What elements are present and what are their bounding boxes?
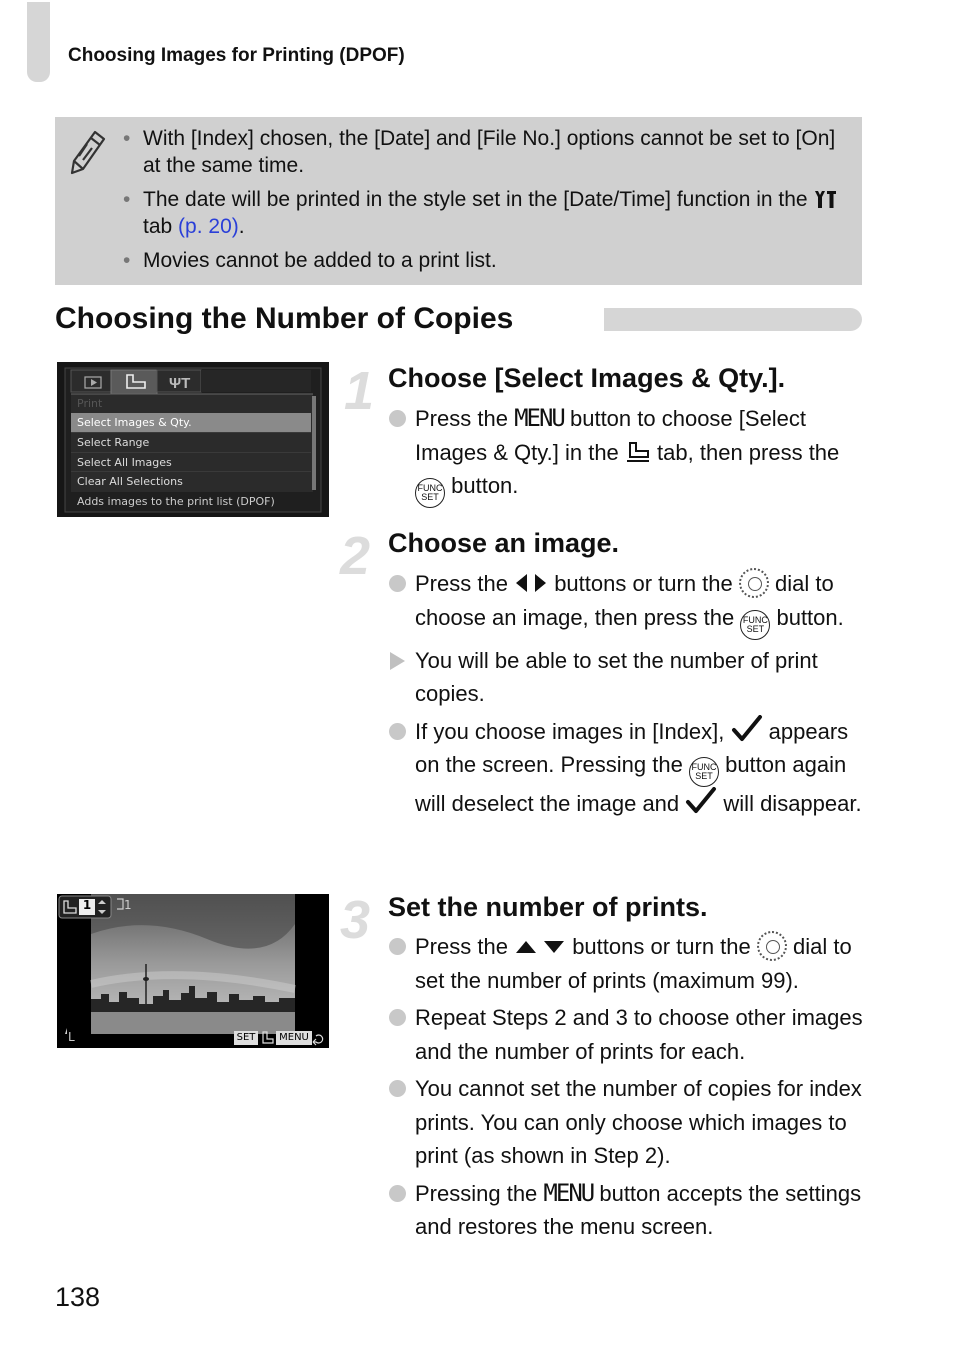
menu-items <box>71 394 311 491</box>
step-title: Choose [Select Images & Qty.]. <box>388 363 786 393</box>
pencil-icon <box>69 129 107 175</box>
note-item: • The date will be printed in the style set in the [Date/Time] function in the tab (p. 20). <box>123 186 853 240</box>
menu-button-icon: MENU <box>543 1178 594 1207</box>
step-title: Choose an image. <box>388 528 620 558</box>
step-bullet: Repeat Steps 2 and 3 to choose other images and the number of prints for each. <box>388 1001 868 1068</box>
checkmark-icon <box>731 715 763 743</box>
menu-item-print[interactable]: Print <box>77 397 103 410</box>
tools-tab-icon <box>813 189 837 209</box>
step-bullet: If you choose images in [Index], appears on the screen. Pressing the FUNC SET button again will deselect the image and will disappear. <box>388 715 868 821</box>
checkmark-icon <box>685 787 717 815</box>
photo-preview <box>57 894 329 1048</box>
step-body <box>388 567 868 825</box>
menu-item-clear-all-selections[interactable]: Clear All Selections <box>71 471 311 491</box>
step-body <box>388 930 868 1248</box>
up-down-arrows-icon <box>514 938 566 956</box>
step-number: 1 <box>344 361 375 421</box>
step-number: 2 <box>340 526 371 586</box>
set-label: SET <box>236 1032 256 1043</box>
bullet-dot-icon <box>389 723 406 740</box>
qty-value: 1 <box>82 898 92 912</box>
func-set-icon: FUNC SET <box>689 757 719 787</box>
image-count: 1 <box>124 898 132 912</box>
control-dial-icon <box>757 931 787 961</box>
bullet-dot-icon <box>389 1009 406 1026</box>
step-bullet: Press the buttons or turn the dial to choose an image, then press the FUNC SET button. <box>388 567 868 640</box>
running-header: Choosing Images for Printing (DPOF) <box>68 45 405 66</box>
step-body <box>388 402 868 512</box>
note-item: • With [Index] chosen, the [Date] and [File No.] options cannot be set to [On] at the same time. <box>123 125 853 179</box>
step-result: You will be able to set the number of print copies. <box>388 644 868 711</box>
note-item: • Movies cannot be added to a print list. <box>123 247 853 274</box>
menu-item-select-range[interactable]: Select Range <box>71 432 311 452</box>
step-bullet: Press the MENU button to choose [Select Images & Qty.] in the tab, then press the FUNC SET button. <box>388 402 868 508</box>
func-set-icon: FUNC SET <box>740 610 770 640</box>
page-link[interactable]: (p. 20) <box>178 215 239 238</box>
bullet-dot-icon <box>389 1080 406 1097</box>
control-dial-icon <box>739 568 769 598</box>
section-bar <box>604 308 862 331</box>
left-right-arrows-icon <box>514 573 548 593</box>
step-bullet: You cannot set the number of copies for index prints. You can only choose which images to print (as shown in Step 2). <box>388 1072 868 1173</box>
func-set-icon: FUNC SET <box>415 478 445 508</box>
print-tab-icon <box>625 441 651 463</box>
step-number: 3 <box>340 890 371 950</box>
step-bullet: Pressing the MENU button accepts the settings and restores the menu screen. <box>388 1177 868 1244</box>
svg-text:ΨT: ΨT <box>169 375 191 392</box>
bullet-dot-icon <box>389 938 406 955</box>
camera-menu-screen <box>57 362 329 517</box>
step-bullet: Press the buttons or turn the dial to set the number of prints (maximum 99). <box>388 930 868 997</box>
section-title: Choosing the Number of Copies <box>55 302 514 335</box>
camera-print-qty-screen <box>57 894 329 1048</box>
menu-label: MENU <box>279 1032 309 1043</box>
note-box <box>55 117 862 285</box>
side-tab-marker <box>27 2 50 82</box>
menu-item-select-images-qty[interactable]: Select Images & Qty. <box>71 413 311 432</box>
result-arrow-icon <box>390 652 405 670</box>
menu-button-icon: MENU <box>514 404 564 432</box>
menu-item-select-all-images[interactable]: Select All Images <box>71 452 311 472</box>
page-number: 138 <box>55 1282 101 1312</box>
bullet-dot-icon <box>389 410 406 427</box>
bullet-dot-icon <box>389 1185 406 1202</box>
bullet-dot-icon <box>389 575 406 592</box>
image-size-label: L <box>68 1030 75 1044</box>
note-list <box>123 125 853 281</box>
menu-help-text: Adds images to the print list (DPOF) <box>77 495 275 508</box>
step-title: Set the number of prints. <box>388 892 708 922</box>
